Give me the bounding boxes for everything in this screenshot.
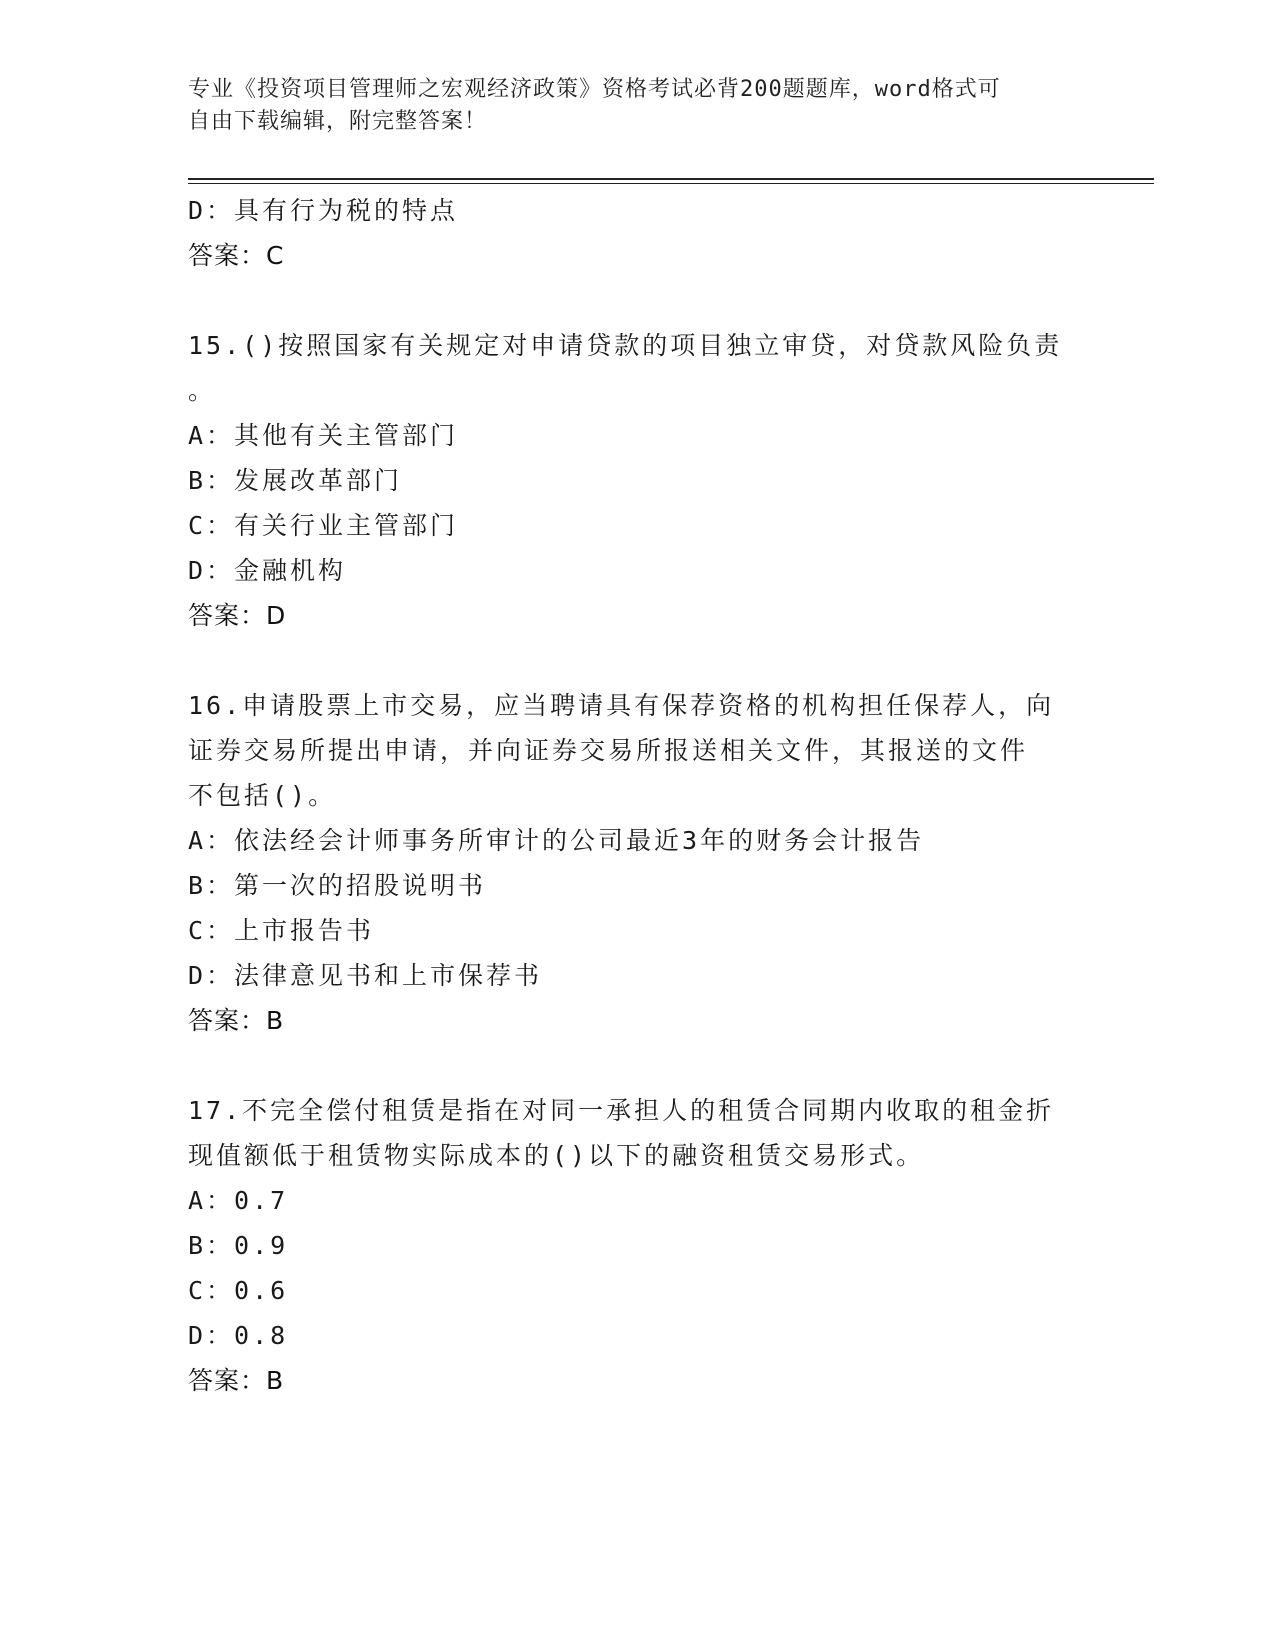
question-17 <box>188 1088 1088 1403</box>
question-15-stem-line-2: 。 <box>188 376 217 405</box>
question-17-option-d: D：0.8 <box>188 1321 289 1350</box>
question-16-stem-line-2: 证券交易所提出申请，并向证券交易所报送相关文件，其报送的文件 <box>188 736 1029 765</box>
document-header <box>188 74 1068 138</box>
question-16-option-c: C：上市报告书 <box>188 916 375 945</box>
question-15-option-a: A：其他有关主管部门 <box>188 421 459 450</box>
header-divider-thick <box>188 178 1154 180</box>
question-17-option-a: A：0.7 <box>188 1186 289 1215</box>
previous-option-d: D：具有行为税的特点 <box>188 196 459 225</box>
header-line-2: 自由下载编辑，附完整答案！ <box>188 109 488 134</box>
question-15-option-b: B：发展改革部门 <box>188 466 403 495</box>
question-17-option-c: C：0.6 <box>188 1276 289 1305</box>
question-16-option-b: B：第一次的招股说明书 <box>188 871 487 900</box>
question-17-answer: 答案：B <box>188 1366 285 1395</box>
question-15-answer: 答案：D <box>188 601 287 630</box>
question-16-option-d: D：法律意见书和上市保荐书 <box>188 961 543 990</box>
question-16-stem-line-1: 16.申请股票上市交易，应当聘请具有保荐资格的机构担任保荐人，向 <box>188 691 1055 720</box>
question-17-stem-line-2: 现值额低于租赁物实际成本的()以下的融资租赁交易形式。 <box>188 1141 925 1170</box>
header-divider-thin <box>188 183 1154 184</box>
previous-answer: 答案：C <box>188 241 285 270</box>
question-16-option-a: A：依法经会计师事务所审计的公司最近3年的财务会计报告 <box>188 826 925 855</box>
question-15 <box>188 323 1088 638</box>
question-16 <box>188 683 1088 1043</box>
header-line-1: 专业《投资项目管理师之宏观经济政策》资格考试必背200题题库，word格式可 <box>188 77 1001 102</box>
question-15-option-c: C：有关行业主管部门 <box>188 511 459 540</box>
question-17-stem-line-1: 17.不完全偿付租赁是指在对同一承担人的租赁合同期内收取的租金折 <box>188 1096 1055 1125</box>
question-15-option-d: D：金融机构 <box>188 556 347 585</box>
question-16-stem-line-3: 不包括()。 <box>188 781 337 810</box>
question-list <box>188 188 1088 1403</box>
question-17-option-b: B：0.9 <box>188 1231 289 1260</box>
question-15-stem-line-1: 15.()按照国家有关规定对申请贷款的项目独立审贷，对贷款风险负责 <box>188 331 1063 360</box>
question-16-answer: 答案：B <box>188 1006 285 1035</box>
